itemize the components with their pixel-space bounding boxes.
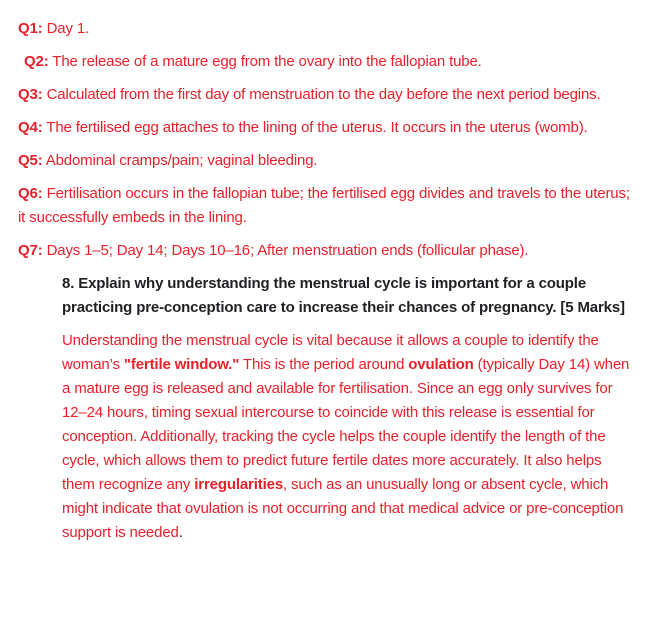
answer-segment: (typically Day 14) when a mature egg is released and available for fertilisation. Since an egg only survives for 12–24 hours, timing sexual intercourse to coincide with this release is essential for conception. Additionally, tracking the cycle helps the couple identify the length of the cycle, which allows them to predict future fertile dates more accurately. It also helps them recognize any (62, 356, 630, 493)
answer-segment: . (178, 524, 183, 541)
qa-label-q4: Q4: (18, 119, 43, 136)
qa-label-q3: Q3: (18, 86, 43, 103)
qa-text-q6: Fertilisation occurs in the fallopian tube; the fertilised egg divides and travels to the uterus; it successfully embeds in the lining. (18, 185, 630, 226)
answer-segment: , such as an unusually long or absent cycle, which might indicate that ovulation is not occurring and that medical advice or pre-conception support is needed (62, 476, 624, 541)
answer-segment: This is the period around (239, 356, 409, 373)
answer-segment: irregularities (194, 476, 284, 493)
qa-label-q7: Q7: (18, 242, 43, 259)
qa-text-q4: The fertilised egg attaches to the lining of the uterus. It occurs in the uterus (womb). (42, 119, 588, 136)
qa-label-q1: Q1: (18, 20, 43, 37)
qa-label-q2: Q2: (24, 53, 49, 70)
qa-item-q3 (18, 83, 638, 107)
qa-item-q6 (18, 182, 638, 230)
answer-segment: "fertile window." (123, 356, 240, 373)
question8-block (62, 272, 638, 545)
qa-text-q7: Days 1–5; Day 14; Days 10–16; After menstruation ends (follicular phase). (42, 242, 529, 259)
qa-label-q6: Q6: (18, 185, 43, 202)
qa-text-q3: Calculated from the first day of menstruation to the day before the next period begins. (42, 86, 601, 103)
qa-item-q1 (18, 17, 638, 41)
qa-item-q5 (18, 149, 638, 173)
qa-text-q1: Day 1. (42, 20, 90, 37)
qa-item-q2 (24, 50, 638, 74)
question8-heading: 8. Explain why understanding the menstrual cycle is important for a couple practicing pre-conception care to increase their chances of pregnancy. [5 Marks] (62, 275, 625, 316)
qa-text-q5: Abdominal cramps/pain; vaginal bleeding. (42, 152, 318, 169)
answer-segment: ovulation (408, 356, 474, 373)
qa-item-q4 (18, 116, 638, 140)
qa-text-q2: The release of a mature egg from the ovary into the fallopian tube. (48, 53, 482, 70)
qa-item-q7 (18, 239, 638, 263)
answer-segment: Understanding the menstrual cycle is vital because it allows a couple to identify the woman’s (62, 332, 599, 373)
answer-paragraph (62, 329, 638, 545)
qa-label-q5: Q5: (18, 152, 43, 169)
